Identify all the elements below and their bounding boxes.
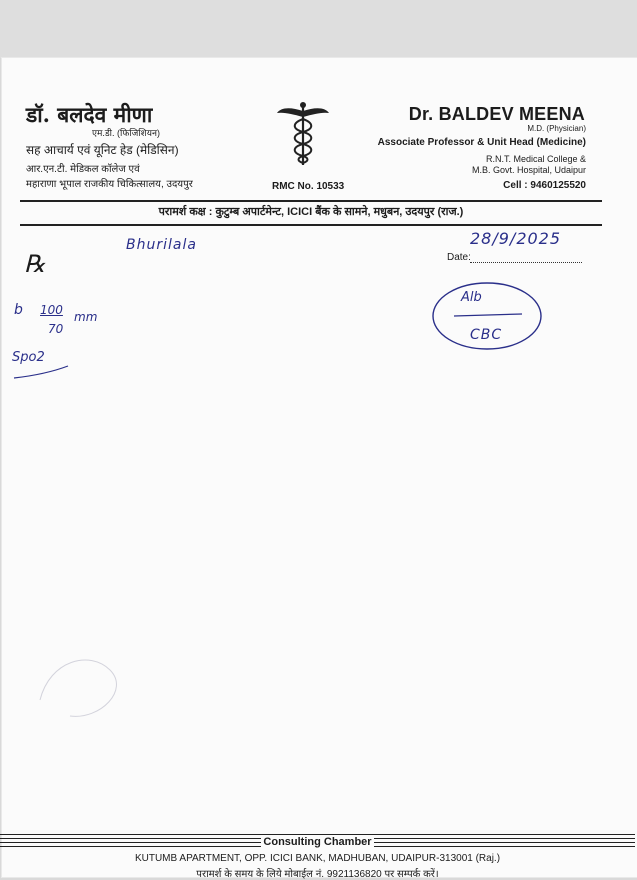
doctor-name-hindi: डॉ. बलदेव मीणा [26,102,153,127]
cell-number: Cell : 9460125520 [503,180,586,191]
date-label: Date: [447,252,471,263]
college-english-line2: M.B. Govt. Hospital, Udaipur [471,165,586,175]
footer-address: KUTUMB APARTMENT, OPP. ICICI BANK, MADHUBAN, UDAIPUR-313001 (Raj.) [134,853,501,864]
scan-background [0,0,637,58]
title-hindi: सह आचार्य एवं यूनिट हेड (मेडिसिन) [26,143,179,157]
rx-symbol: ℞ [24,250,46,278]
handwritten-date: 28/9/2025 [470,229,562,248]
handwritten-stroke [12,362,72,382]
header-divider-top [20,200,602,202]
handwritten-bp-diastolic: 70 [48,322,64,336]
college-hindi-line2: महाराणा भूपाल राजकीय चिकित्सालय, उदयपुर [26,179,193,190]
footer-contact: परामर्श के समय के लिये मोबाईल नं. 9921136820 पर सम्पर्क करें। [196,869,439,880]
doctor-name-english: Dr. BALDEV MEENA [408,104,585,124]
degree-hindi: एम.डी. (फिजिशियन) [92,128,160,138]
degree-english: M.D. (Physician) [527,124,586,133]
footer-label-text: Consulting Chamber [263,836,372,848]
college-english-line1: R.N.T. Medical College & [485,154,586,164]
handwritten-bp-symbol: b [14,302,23,318]
handwritten-advice-cbc: CBC [470,327,503,343]
handwritten-advice-alb: Alb [461,290,482,305]
caduceus-icon [276,101,330,167]
title-english: Associate Professor & Unit Head (Medicine) [377,137,586,148]
bleed-through-mark [30,640,140,730]
footer-label [0,836,635,848]
handwritten-spo2: Spo2 [12,350,45,365]
header-divider-bottom [20,224,602,226]
consultation-address: परामर्श कक्ष : कुटुम्ब अपार्टमेन्ट, ICICI बैंक के सामने, मधुबन, उदयपुर (राज.) [158,206,464,218]
college-hindi-line1: आर.एन.टी. मेडिकल कॉलेज एवं [26,164,140,175]
handwritten-patient-name: Bhurilala [126,237,197,253]
handwritten-bp-unit: mm [74,310,98,324]
college-english [472,154,586,176]
rmc-number: RMC No. 10533 [272,181,345,192]
date-line [470,253,582,263]
handwritten-bp-systolic: 100 [40,303,63,317]
footer-rule-1 [0,834,635,835]
